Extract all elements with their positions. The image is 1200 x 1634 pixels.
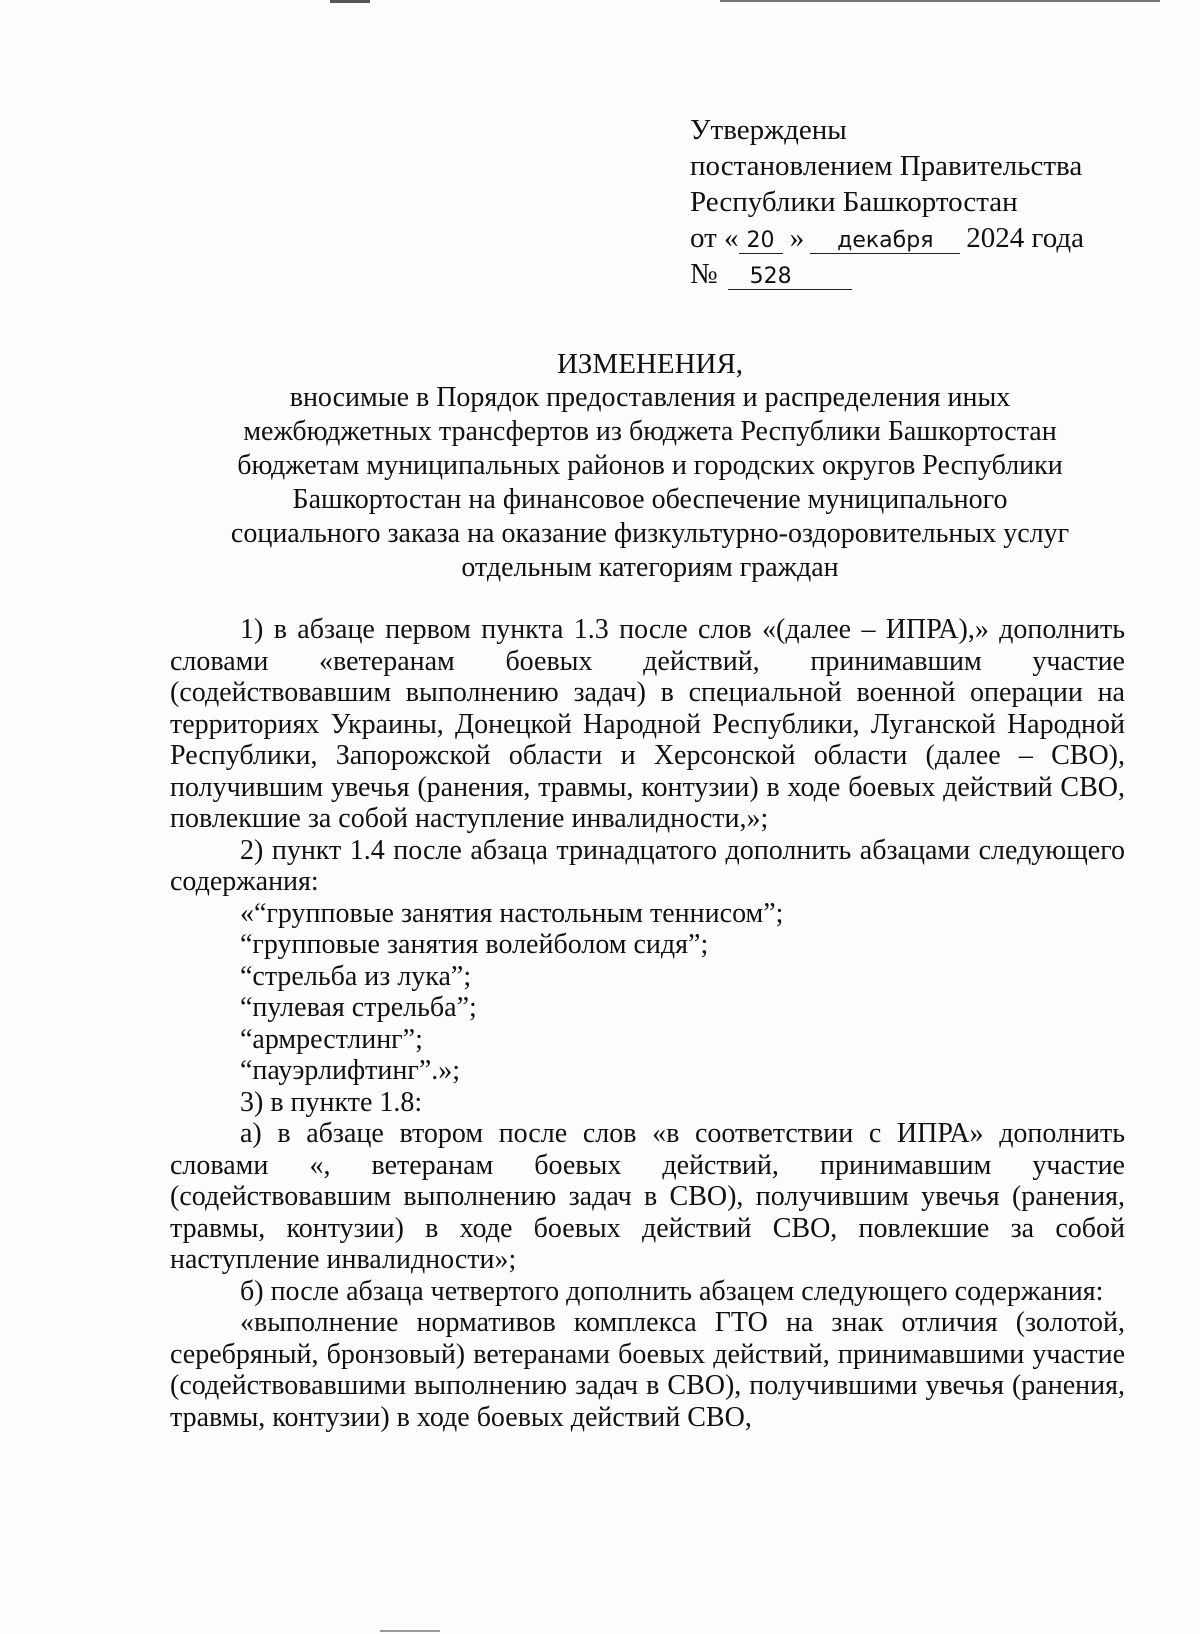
approval-date-line (690, 220, 1084, 256)
list-item: “армрестлинг”; (240, 1023, 423, 1055)
list-item: “групповые занятия волейболом сидя”; (240, 929, 709, 960)
number-value: 528 (728, 265, 852, 290)
document-subtitle (170, 381, 1130, 585)
paragraph-item-2: 2) пункт 1.4 после абзаца тринадцатого дополнить абзацами следующего содержания: (170, 834, 1125, 897)
scan-artifact (330, 0, 370, 3)
list-item: “стрельба из лука”; (240, 960, 472, 992)
date-day: 20 (739, 229, 783, 254)
subtitle-line: социального заказа на оказание физкультурно-оздоровительных услуг (230, 518, 1070, 549)
subtitle-line: межбюджетных трансфертов из бюджета Республики Башкортостан (243, 416, 1057, 447)
document-title: ИЗМЕНЕНИЯ, (556, 348, 744, 380)
number-prefix: № (690, 258, 718, 290)
paragraph-item-3: 3) в пункте 1.8: (240, 1086, 423, 1118)
subtitle-line: вносимые в Порядок предоставления и распределения иных (289, 382, 1011, 413)
subtitle-line: отдельным категориям граждан (461, 552, 839, 583)
paragraph-item-3b: б) после абзаца четвертого дополнить абзацем следующего содержания: (240, 1275, 1104, 1307)
approval-stamp-block (690, 112, 1084, 292)
date-mid: » (782, 222, 805, 254)
approval-line-1: Утверждены (690, 114, 847, 146)
paragraph-item-1: 1) в абзаце первом пункта 1.3 после слов «(далее – ИПРА),» дополнить словами «ветеранам боевых действий, принимавшим участие (содействовавшим выполнению задач) в специальной военной операции на территориях Украины, Донецкой Народной Республики, Луганской Народной Республики, Запорожской области и Херсонской области (далее – СВО), получившим увечья (ранения, травмы, контузии) в ходе боевых действий СВО, повлекшие за собой наступление инвалидности,»; (170, 614, 1125, 834)
list-item: «“групповые занятия настольным теннисом”; (240, 897, 784, 929)
paragraph-item-3a: а) в абзаце втором после слов «в соответствии с ИПРА» дополнить словами «, ветеранам боевых действий, принимавшим участие (содействовавшим выполнению задач в СВО), получившим увечья (ранения, травмы, контузии) в ходе боевых действий СВО, повлекшие за собой наступление инвалидности»; (170, 1118, 1125, 1275)
scan-artifact (380, 1630, 440, 1632)
approval-number-line (690, 256, 1084, 292)
scan-artifact (720, 0, 1160, 2)
list-item: “пауэрлифтинг”.»; (240, 1055, 461, 1086)
paragraph-quote: «выполнение нормативов комплекса ГТО на знак отличия (золотой, серебряный, бронзовый) ветеранами боевых действий, принимавшими участие (содействовавшими выполнению задач в СВО), получившими увечья (ранения, травмы, контузии) в ходе боевых действий СВО, (170, 1307, 1125, 1433)
approval-line-2: постановлением Правительства (690, 150, 1083, 182)
date-prefix: от « (690, 222, 739, 254)
date-month: декабря (810, 229, 960, 254)
subtitle-line: бюджетам муниципальных районов и городских округов Республики (237, 450, 1063, 481)
approval-line-3: Республики Башкортостан (690, 186, 1018, 218)
date-year: 2024 года (966, 222, 1085, 254)
subtitle-line: Башкортостан на финансовое обеспечение муниципального (292, 484, 1008, 515)
list-item: “пулевая стрельба”; (240, 992, 477, 1023)
document-body (170, 614, 1125, 1433)
